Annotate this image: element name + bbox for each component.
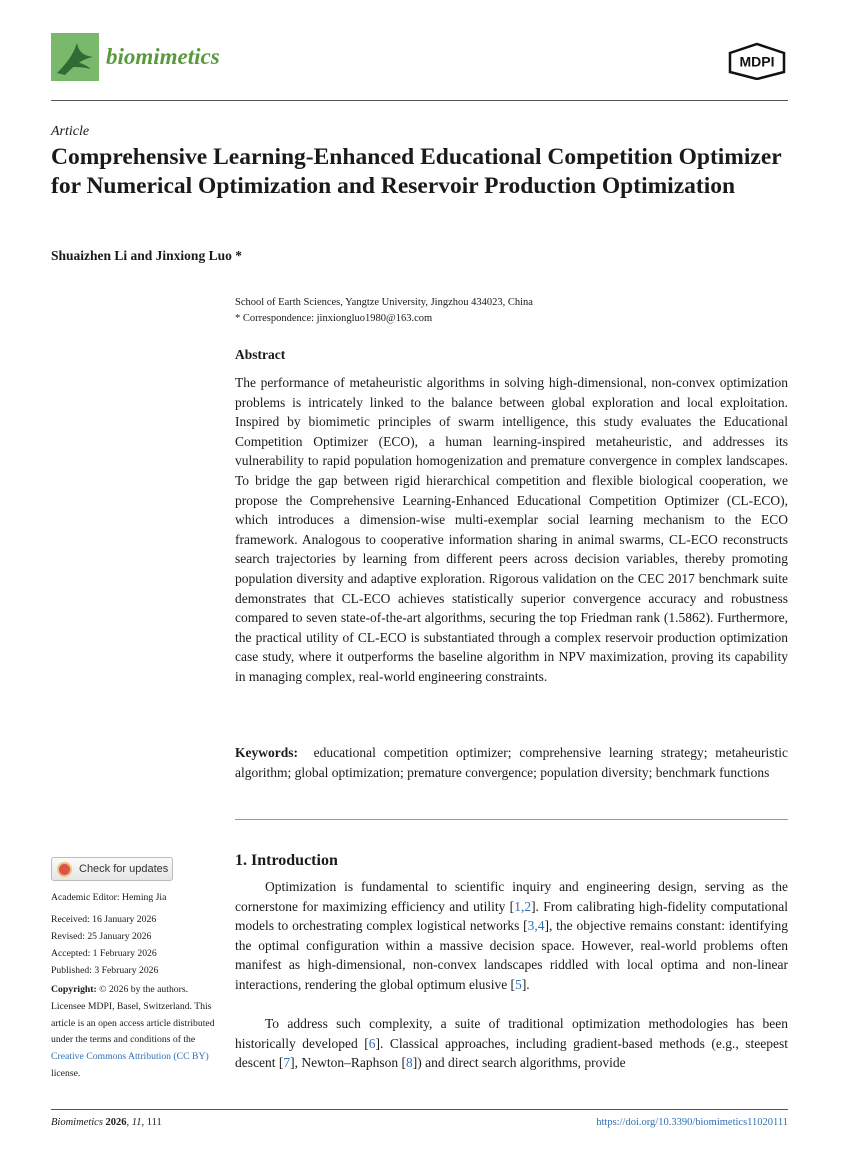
intro-paragraph-2 [235, 1014, 788, 1073]
p1-text-2: ]. From calibrating high-fidelity computational models to orchestrating complex logistical networks [ [235, 898, 788, 934]
header-divider [51, 100, 788, 101]
p2-text-3: ], Newton–Raphson [ [290, 1055, 406, 1071]
footer-year: 2026 [105, 1117, 127, 1128]
check-for-updates-button[interactable] [51, 857, 173, 881]
doi-link[interactable]: https://doi.org/10.3390/biomimetics11020111 [596, 1117, 788, 1128]
citation-link[interactable]: 6 [368, 1035, 376, 1051]
footer-citation: Biomimetics 2026, 11, 111 [51, 1117, 162, 1128]
check-updates-label: Check for updates [79, 863, 169, 875]
footer-volume: 11 [131, 1117, 142, 1128]
check-updates-icon [57, 862, 72, 877]
journal-name[interactable]: biomimetics [106, 44, 220, 69]
license-suffix: license. [51, 1067, 81, 1079]
p1-text-4: ]. [521, 976, 530, 992]
journal-logo [51, 33, 99, 81]
keywords-label: Keywords: [235, 745, 298, 760]
keywords [235, 743, 788, 782]
abstract-text: The performance of metaheuristic algorithms in solving high-dimensional, non-convex optimization problems is intricately linked to the balance between global exploration and local exploitation. Inspired by biomimetic principles of swarm intelligence, this study evaluates the Educational Competition Optimizer (ECO), a human learning-inspired metaheuristic, and addresses its vulnerability to rapid population homogenization and premature convergence in complex landscapes. To bridge the gap between rigid hierarchical competition and flexible biological cooperation, we propose the Comprehensive Learning-Enhanced Educational Competition Optimizer (CL-ECO), which introduces a dimension-wise multi-exemplar social learning mechanism to the ECO framework. Analogous to cooperative information sharing in animal swarms, CL-ECO reconstructs search trajectories by learning from different peers across decision variables, thereby promoting population diversity and adaptive exploration. Rigorous validation on the CEC 2017 benchmark suite demonstrates that CL-ECO achieves statistically superior convergence accuracy and robustness compared to seven state-of-the-art algorithms, securing the top Friedman rank (1.5862). Furthermore, the practical utility of CL-ECO is substantiated through a complex reservoir production optimization case study, where it outperforms the baseline algorithm in NPV maximization, proving its capability in managing complex, real-world engineering constraints. [235, 375, 788, 684]
academic-editor: Academic Editor: Heming Jia [51, 892, 167, 903]
footer-divider [51, 1109, 788, 1110]
citation-link[interactable]: 8 [405, 1055, 413, 1071]
accepted-date: Accepted: 1 February 2026 [51, 948, 157, 959]
p2-text-1: To address such complexity, a suite of traditional optimization methodologies has been historically developed [ [235, 1016, 788, 1051]
citation-link[interactable]: 7 [283, 1055, 291, 1071]
intro-paragraph-1 [235, 877, 788, 995]
affiliation: School of Earth Sciences, Yangtze University, Jingzhou 434023, China [235, 297, 533, 308]
abstract-heading: Abstract [235, 347, 286, 362]
bird-icon [51, 33, 99, 81]
footer-article-number: 111 [146, 1117, 162, 1128]
p2-text-2: ]. Classical approaches, including gradient-based methods (e.g., steepest descent [ [235, 1035, 788, 1071]
citation-link[interactable]: 3,4 [527, 918, 545, 934]
article-title: Comprehensive Learning-Enhanced Educational Competition Optimizer for Numerical Optimization and Reservoir Production Optimization [51, 144, 782, 199]
section-heading-introduction: 1. Introduction [235, 852, 338, 869]
section-divider [235, 819, 788, 820]
revised-date: Revised: 25 January 2026 [51, 931, 152, 942]
p1-text-3: ], the objective remains constant: identifying the optimal configuration within a massive decision space. However, real-world problems often manifest as high-dimensional, non-convex landscapes riddled with local optima and non-linear interactions, rendering the global optimum elusive [ [235, 918, 788, 992]
copyright-notice [51, 982, 221, 1083]
footer-journal: Biomimetics [51, 1117, 103, 1128]
p2-text-4: ]) and direct search algorithms, provide [412, 1055, 626, 1071]
correspondence: * Correspondence: jinxiongluo1980@163.com [235, 313, 433, 324]
copyright-text: © 2026 by the authors. Licensee MDPI, Basel, Switzerland. This article is an open access article distributed under the terms and conditions of the [51, 984, 215, 1046]
publisher-name: MDPI [739, 53, 775, 70]
author-list[interactable]: Shuaizhen Li and Jinxiong Luo * [51, 248, 242, 263]
article-type: Article [51, 124, 90, 139]
received-date: Received: 16 January 2026 [51, 914, 157, 925]
p1-text-1: Optimization is fundamental to scientific inquiry and engineering design, serving as the cornerstone for maximizing efficiency and utility [ [235, 879, 788, 914]
copyright-label: Copyright: [51, 984, 97, 995]
citation-link[interactable]: 5 [515, 976, 522, 992]
publisher-logo[interactable] [726, 42, 788, 80]
license-link[interactable]: Creative Commons Attribution (CC BY) [51, 1051, 209, 1063]
citation-link[interactable]: 1,2 [514, 898, 532, 914]
published-date: Published: 3 February 2026 [51, 965, 159, 976]
keywords-text: educational competition optimizer; comprehensive learning strategy; metaheuristic algorithm; global optimization; premature convergence; population diversity; benchmark functions [235, 745, 788, 780]
mdpi-logo-icon [726, 42, 788, 80]
